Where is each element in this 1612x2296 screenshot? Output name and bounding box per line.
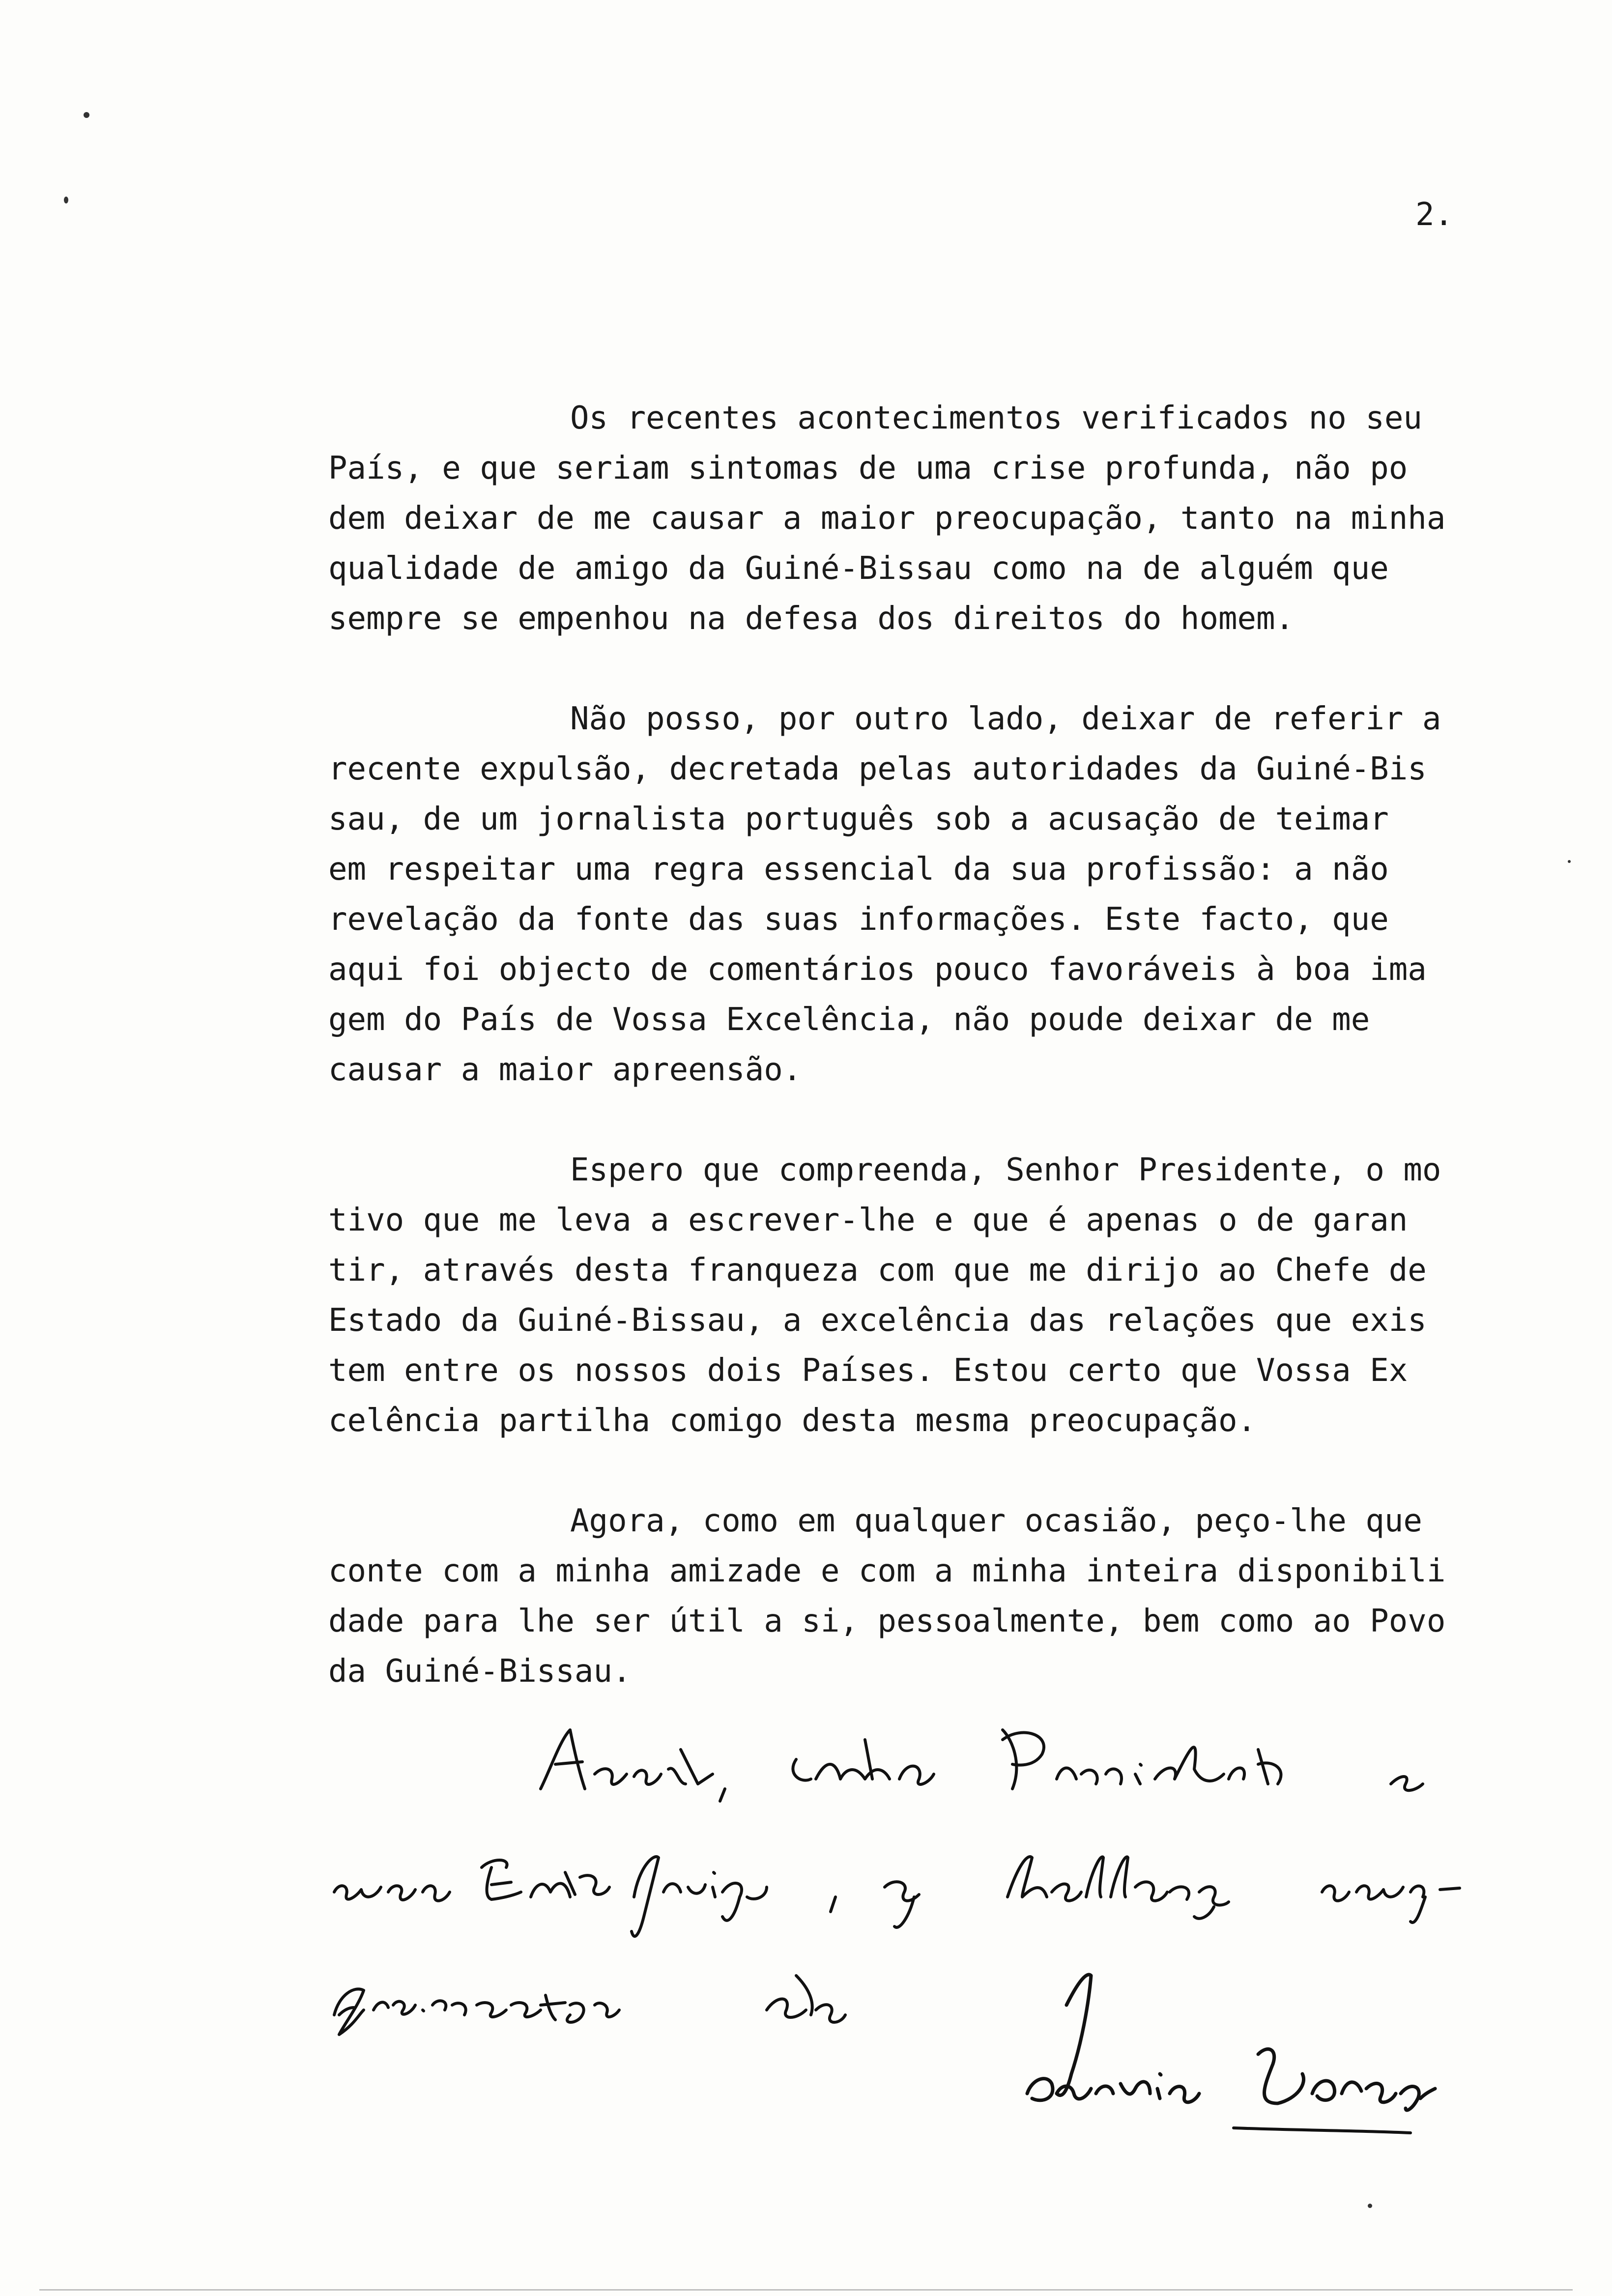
text-line: Estado da Guiné-Bissau, a excelência das relações que exis [328,1302,1427,1339]
text-line: Não posso, por outro lado, deixar de referir a [570,701,1441,737]
letter-body [328,393,1532,1696]
scan-speck [1368,2204,1372,2208]
scan-speck [1568,860,1571,863]
handwritten-closing [0,1710,1612,2202]
paragraph-4 [328,1496,1532,1696]
text-line: tivo que me leva a escrever-lhe e que é apenas o de garan [328,1202,1408,1238]
paragraph-2 [328,694,1532,1095]
text-line: celência partilha comigo desta mesma preocupação. [328,1403,1257,1439]
text-line: dade para lhe ser útil a si, pessoalmente, bem como ao Povo [328,1603,1446,1639]
text-line: gem do País de Vossa Excelência, não poude deixar de me [328,1002,1370,1038]
text-line: sau, de um jornalista português sob a acusação de teimar [328,801,1389,837]
text-line: aqui foi objecto de comentários pouco favoráveis à boa ima [328,951,1427,988]
text-line: Espero que compreenda, Senhor Presidente, o mo [570,1152,1441,1188]
scan-speck [64,197,68,203]
text-line: dem deixar de me causar a maior preocupação, tanto na minha [328,500,1446,537]
text-line: Os recentes acontecimentos verificados no seu [570,400,1422,436]
text-line: qualidade de amigo da Guiné-Bissau como na de alguém que [328,550,1389,587]
text-line: tem entre os nossos dois Países. Estou certo que Vossa Ex [328,1352,1408,1389]
text-line: em respeitar uma regra essencial da sua profissão: a não [328,851,1389,888]
text-line: Agora, como em qualquer ocasião, peço-lhe que [570,1503,1422,1539]
paragraph-1 [328,393,1532,644]
paragraph-3 [328,1145,1532,1446]
page-bottom-edge [39,2289,1573,2291]
text-line: conte com a minha amizade e com a minha inteira disponibili [328,1553,1446,1589]
text-line: sempre se empenhou na defesa dos direitos do homem. [328,601,1295,637]
scan-speck [84,112,89,118]
text-line: recente expulsão, decretada pelas autoridades da Guiné-Bis [328,751,1427,787]
text-line: da Guiné-Bissau. [328,1653,632,1690]
text-line: País, e que seriam sintomas de uma crise profunda, não po [328,450,1408,487]
text-line: causar a maior apreensão. [328,1052,802,1088]
text-line: tir, através desta franqueza com que me dirijo ao Chefe de [328,1252,1427,1289]
text-line: revelação da fonte das suas informações. Este facto, que [328,901,1389,938]
page-number: 2. [1415,197,1454,233]
